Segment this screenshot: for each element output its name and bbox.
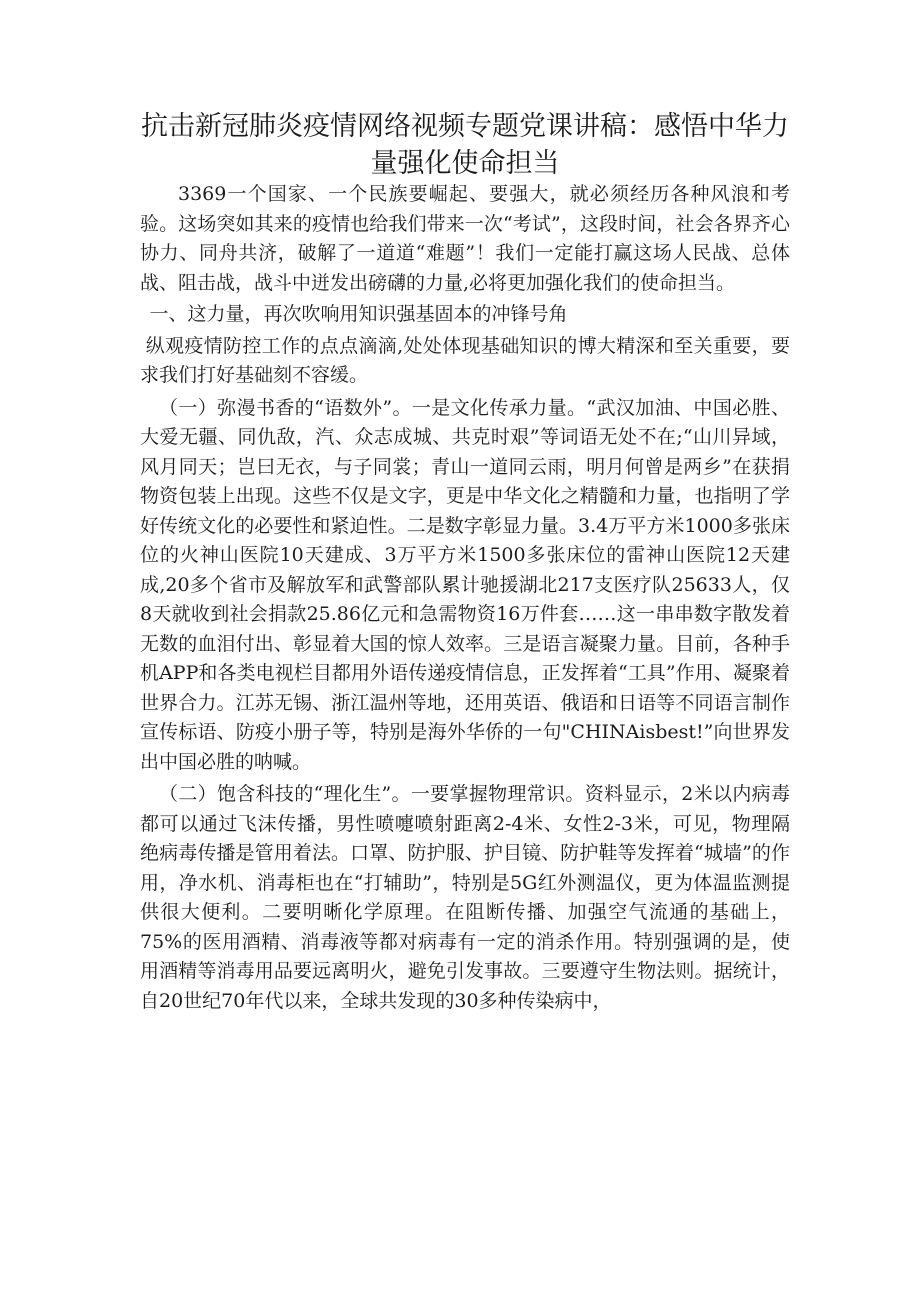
document-body bbox=[140, 180, 790, 1016]
part-1-paragraph: （一）弥漫书香的“语数外”。一是文化传承力量。“武汉加油、中国必胜、大爱无疆、同仇敌，汽、众志成城、共克时艰”等词语无处不在;“山川异域，风月同天；岂曰无衣，与子同裳；青山一道同云雨，明月何曾是两乡”在获捐物资包装上出现。这些不仅是文字，更是中华文化之精髓和力量，也指明了学好传统文化的必要性和紧迫性。二是数字彰显力量。3.4万平方米1000多张床位的火神山医院10天建成、3万平方米1500多张床位的雷神山医院12天建成,20多个省市及解放军和武警部队累计驰援湖北217支医疗队25633人，仅8天就收到社会捐款25.86亿元和急需物资16万件套……这一串串数字散发着无数的血泪付出、彰显着大国的惊人效率。三是语言凝聚力量。目前，各种手机APP和各类电视栏目都用外语传递疫情信息，正发挥着“工具”作用、凝聚着世界合力。江苏无锡、浙江温州等地，还用英语、俄语和日语等不同语言制作宣传标语、防疫小册子等，特别是海外华侨的一句"CHINAisbest!”向世界发出中国必胜的呐喊。 bbox=[140, 396, 790, 773]
document-title: 抗击新冠肺炎疫情网络视频专题党课讲稿：感悟中华力量强化使命担当 bbox=[141, 111, 789, 179]
section-1-lead-paragraph: 纵观疫情防控工作的点点滴滴,处处体现基础知识的博大精深和至关重要，要求我们打好基础刻不容缓。 bbox=[140, 334, 790, 386]
section-1-heading: 一、这力量，再次吹响用知识强基固本的冲锋号角 bbox=[149, 303, 568, 325]
part-2-paragraph: （二）饱含科技的“理化生”。一要掌握物理常识。资料显示，2米以内病毒都可以通过飞沫传播，男性喷嚏喷射距离2-4米、女性2-3米，可见，物理隔绝病毒传播是管用着法。口罩、防护服、护目镜、防护鞋等发挥着“城墙”的作用，净水机、消毒柜也在“打辅助”，特别是5G红外测温仪，更为体温监测提供很大便利。二要明晰化学原理。在阻断传播、加强空气流通的基础上，75%的医用酒精、消毒液等都对病毒有一定的消杀作用。特别强调的是，使用酒精等消毒用品要远离明火，避免引发事故。三要遵守生物法则。据统计，自20世纪70年代以来，全球共发现的30多种传染病中， bbox=[140, 783, 790, 1012]
intro-paragraph: 3369一个国家、一个民族要崛起、要强大，就必须经历各种风浪和考验。这场突如其来的疫情也给我们带来一次“考试”，这段时间，社会各界齐心协力、同舟共济，破解了一道道“难题”！我们一定能打赢这场人民战、总体战、阻击战，战斗中迸发出磅礴的力量,必将更加强化我们的使命担当。 bbox=[140, 183, 790, 294]
